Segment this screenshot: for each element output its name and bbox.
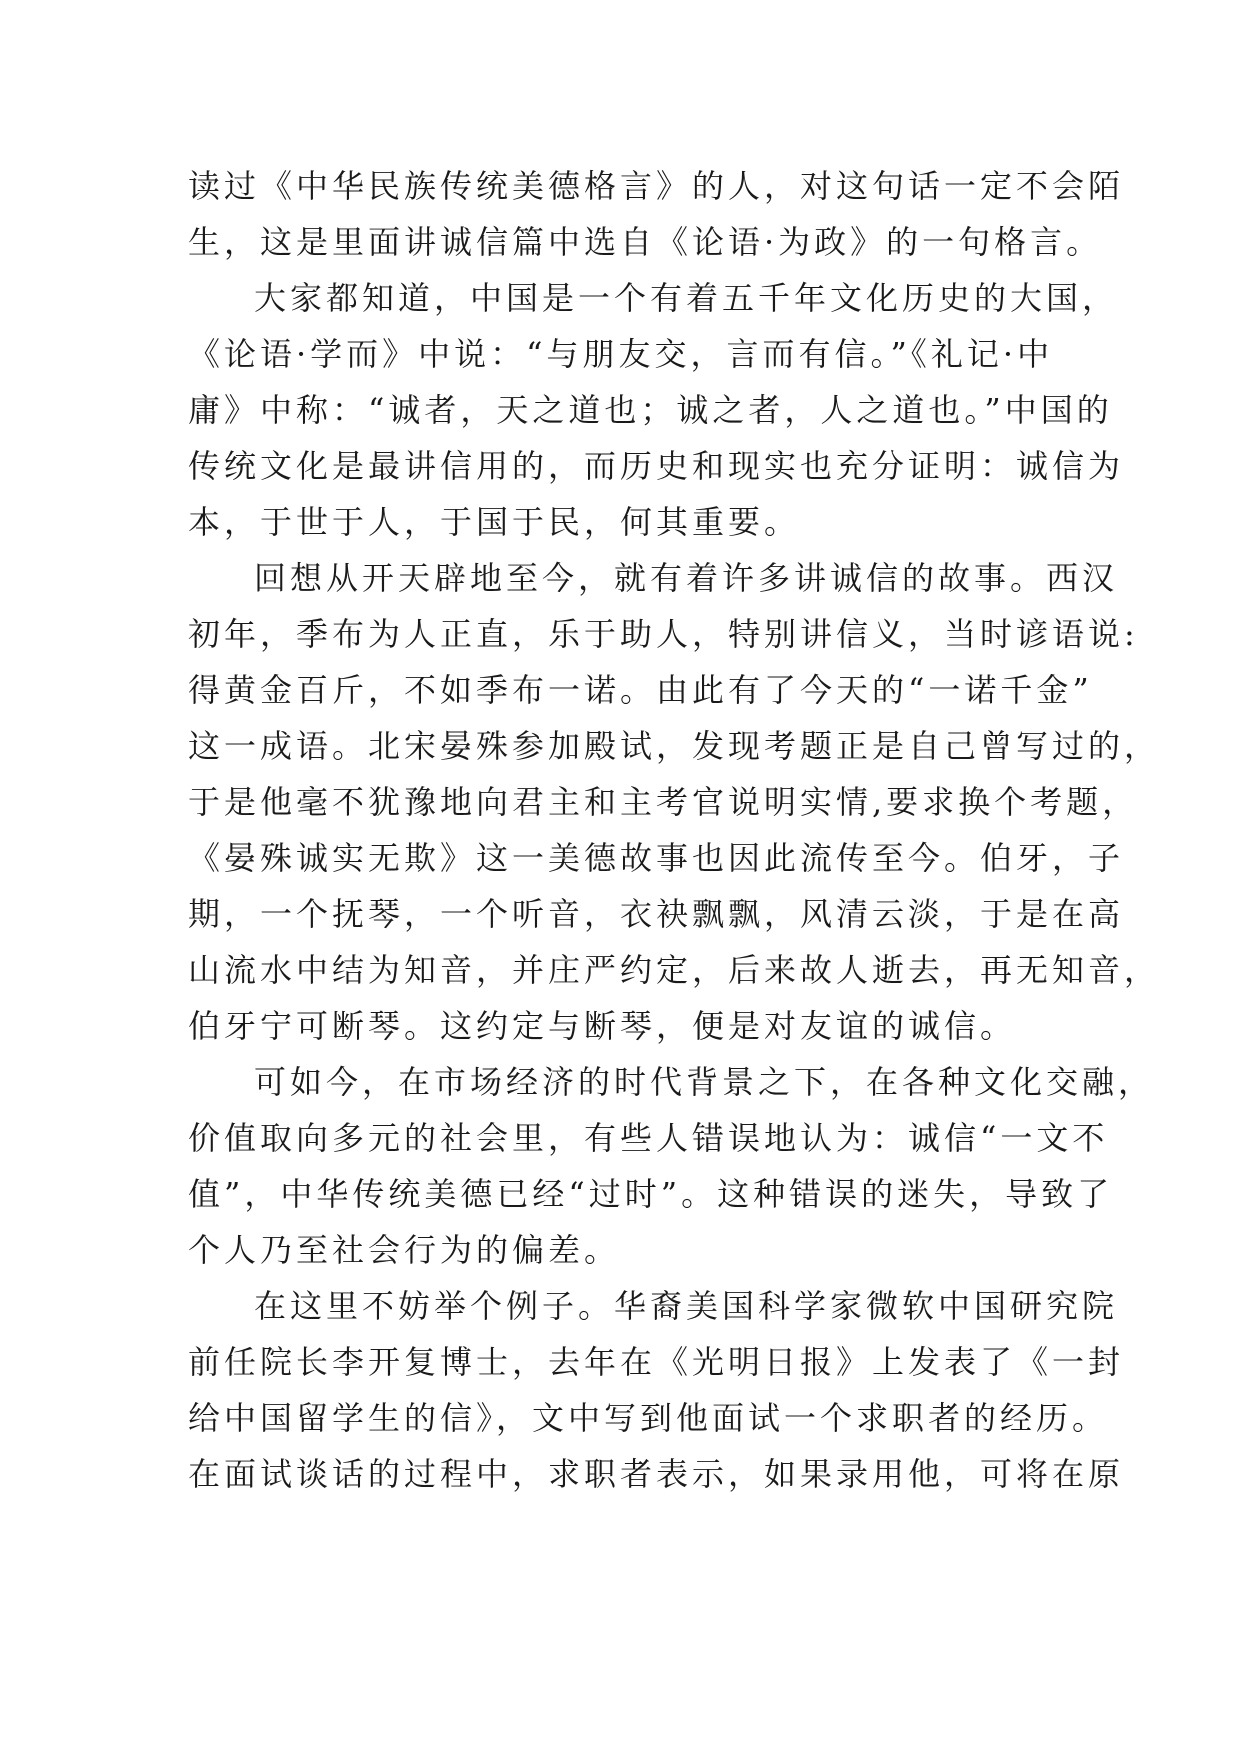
- text-line: 读过《中华民族传统美德格言》的人，对这句话一定不会陌: [188, 167, 1125, 205]
- text-line: 伯牙宁可断琴。这约定与断琴，便是对友谊的诚信。: [188, 1007, 1017, 1045]
- text-line: 值”，中华传统美德已经“过时”。这种错误的迷失，导致了: [188, 1175, 1114, 1213]
- text-line: 《晏殊诚实无欺》这一美德故事也因此流传至今。伯牙，子: [188, 839, 1125, 877]
- text-line: 生，这是里面讲诚信篇中选自《论语·为政》的一句格言。: [188, 223, 1103, 261]
- paragraph-start-line: 回想从开天辟地至今，就有着许多讲诚信的故事。西汉: [254, 559, 1119, 597]
- text-line: 《论语·学而》中说：“与朋友交，言而有信。”《礼记·中: [188, 335, 1054, 373]
- text-line: 于是他毫不犹豫地向君主和主考官说明实情,要求换个考题，: [188, 783, 1139, 821]
- paragraph-start-line: 大家都知道，中国是一个有着五千年文化历史的大国，: [254, 279, 1119, 317]
- paragraph-start-line: 在这里不妨举个例子。华裔美国科学家微软中国研究院: [254, 1287, 1119, 1325]
- text-line: 个人乃至社会行为的偏差。: [188, 1231, 621, 1269]
- document-body: [188, 158, 1161, 1502]
- text-line: 给中国留学生的信》，文中写到他面试一个求职者的经历。: [188, 1399, 1109, 1437]
- text-line: 山流水中结为知音，并庄严约定，后来故人逝去，再无知音，: [188, 951, 1161, 989]
- text-line: 得黄金百斤，不如季布一诺。由此有了今天的“一诺千金”: [188, 671, 1093, 709]
- text-line: 传统文化是最讲信用的，而历史和现实也充分证明：诚信为: [188, 447, 1125, 485]
- text-line: 前任院长李开复博士，去年在《光明日报》上发表了《一封: [188, 1343, 1125, 1381]
- text-line: 庸》中称：“诚者，天之道也；诚之者，人之道也。”中国的: [188, 391, 1113, 429]
- text-line: 初年，季布为人正直，乐于助人，特别讲信义，当时谚语说:: [188, 615, 1139, 653]
- text-line: 这一成语。北宋晏殊参加殿试，发现考题正是自己曾写过的，: [188, 727, 1161, 765]
- text-line: 在面试谈话的过程中，求职者表示，如果录用他，可将在原: [188, 1455, 1125, 1493]
- text-line: 期，一个抚琴，一个听音，衣袂飘飘，风清云淡，于是在高: [188, 895, 1125, 933]
- paragraph-start-line: 可如今，在市场经济的时代背景之下，在各种文化交融，: [254, 1063, 1155, 1101]
- text-line: 本，于世于人，于国于民，何其重要。: [188, 503, 801, 541]
- text-line: 价值取向多元的社会里，有些人错误地认为：诚信“一文不: [188, 1119, 1109, 1157]
